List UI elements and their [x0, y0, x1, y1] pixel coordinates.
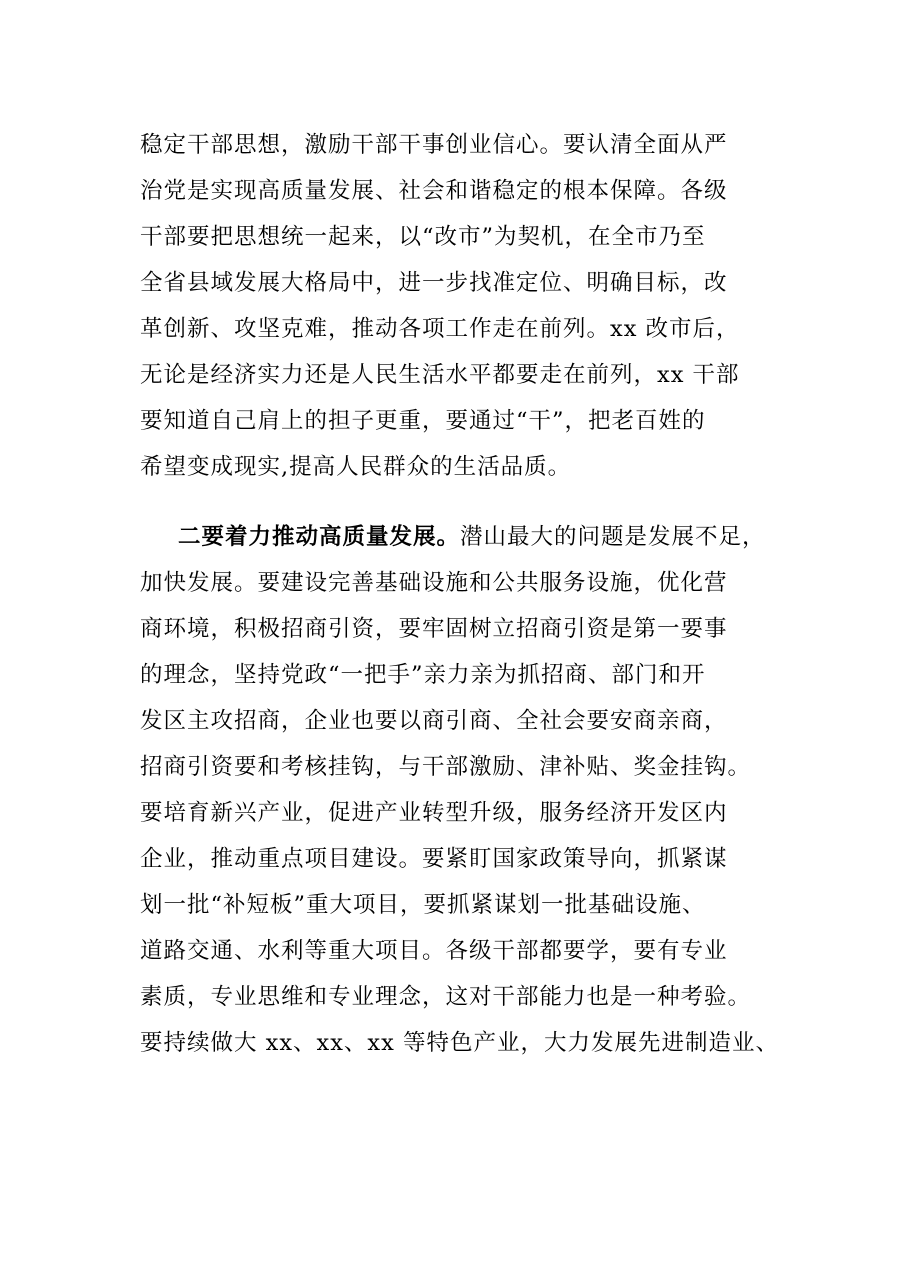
- text-line: 企业，推动重点项目建设。要紧盯国家政策导向，抓紧谋: [140, 846, 728, 872]
- text-line: 希望变成现实,提高人民群众的生活品质。: [140, 454, 572, 480]
- text-line: 要培育新兴产业，促进产业转型升级，服务经济开发区内: [140, 800, 728, 826]
- paragraph-lead-heading: 二要着力推动高质量发展。: [178, 524, 461, 550]
- text-line: 素质，专业思维和专业理念，这对干部能力也是一种考验。: [140, 984, 752, 1010]
- text-span: 潜山最大的问题是发展不足，: [460, 524, 766, 550]
- text-line: 商环境，积极招商引资，要牢固树立招商引资是第一要事: [140, 616, 728, 642]
- text-line: 招商引资要和考核挂钩，与干部激励、津补贴、奖金挂钩。: [140, 754, 752, 780]
- text-line: 稳定干部思想，激励干部干事创业信心。要认清全面从严: [140, 132, 728, 158]
- text-line: 划一批“补短板”重大项目，要抓紧谋划一批基础设施、: [140, 892, 706, 918]
- paragraph-first-line: [140, 514, 820, 560]
- text-line: 道路交通、水利等重大项目。各级干部都要学，要有专业: [140, 938, 728, 964]
- text-line: 的理念，坚持党政“一把手”亲力亲为抓招商、部门和开: [140, 662, 706, 688]
- text-line: 发区主攻招商，企业也要以商引商、全社会要安商亲商，: [140, 708, 728, 734]
- paragraph-high-quality-development: [140, 514, 820, 1066]
- text-line: 无论是经济实力还是人民生活水平都要走在前列，xx 干部: [140, 362, 740, 388]
- text-line: 加快发展。要建设完善基础设施和公共服务设施，优化营: [140, 570, 728, 596]
- text-line: 治党是实现高质量发展、社会和谐稳定的根本保障。各级: [140, 178, 728, 204]
- text-line: 革创新、攻坚克难，推动各项工作走在前列。xx 改市后，: [140, 316, 740, 342]
- paragraph-cadre-thinking: [140, 122, 820, 490]
- text-line: 要知道自己肩上的担子更重，要通过“干”，把老百姓的: [140, 408, 706, 434]
- text-line: 干部要把思想统一起来，以“改市”为契机，在全市乃至: [140, 224, 706, 250]
- text-line: 全省县域发展大格局中，进一步找准定位、明确目标，改: [140, 270, 728, 296]
- text-line: 要持续做大 xx、xx、xx 等特色产业，大力发展先进制造业、: [140, 1030, 779, 1056]
